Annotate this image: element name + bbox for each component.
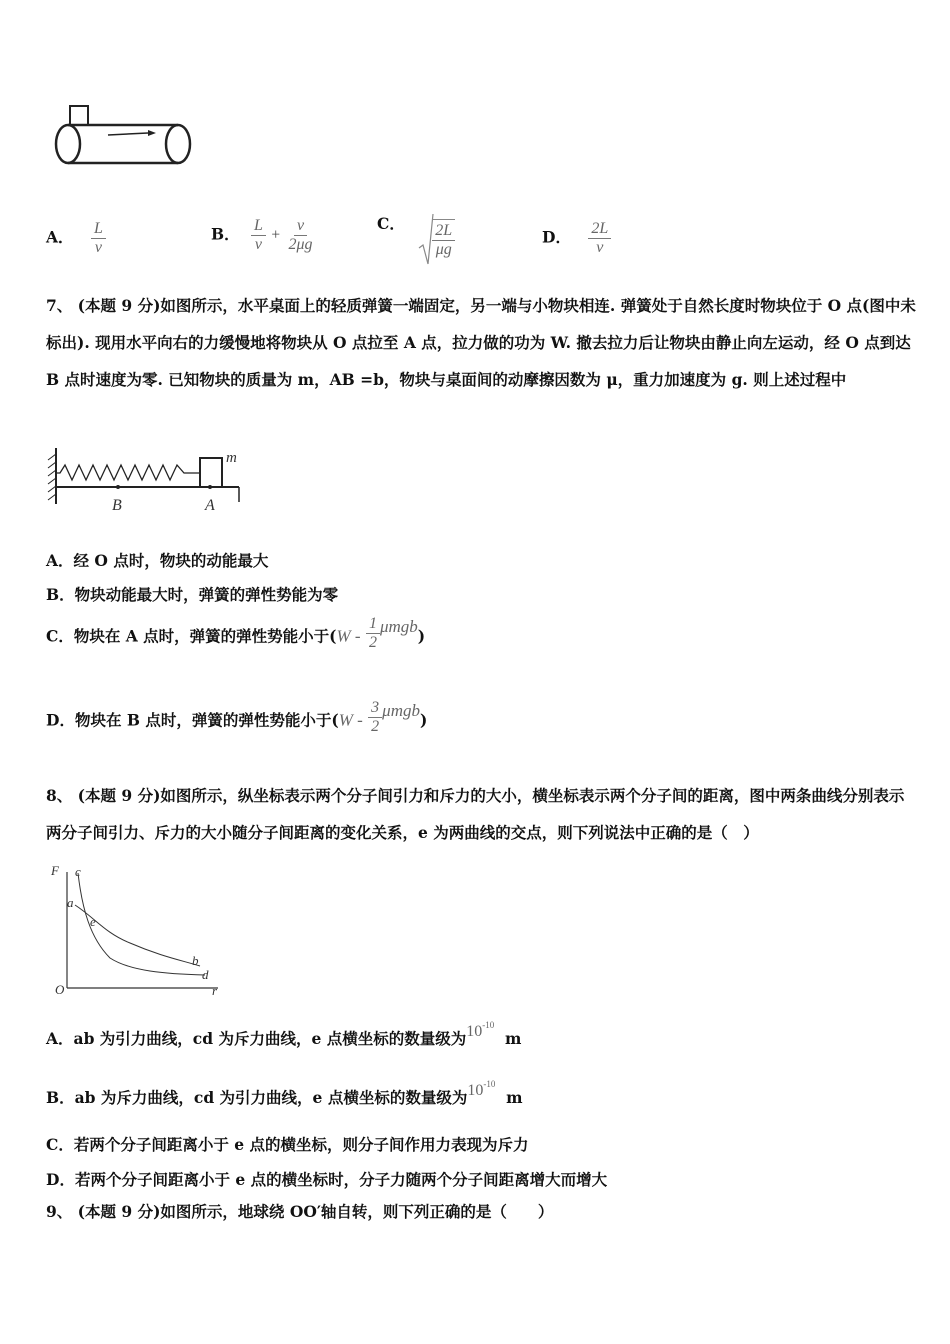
label-b: b (192, 953, 199, 968)
q8-stem: 8、 (本题 9 分)如图所示，纵坐标表示两个分子间引力和斥力的大小，横坐标表示两个分子间的距离，图中两条曲线分别表示两分子间引力、斥力的大小随分子间距离的变化关系，e 为两曲线的交点，则下列说法中正确的是（ ） (46, 786, 905, 842)
point-b (116, 485, 120, 489)
label-b: B (112, 497, 122, 514)
q6-option-c: C． $\frac{2L}{\mu g}$ (377, 212, 455, 266)
q7-option-c: C．物块在 A 点时，弹簧的弹性势能小于(W - $\frac{1}{2}$ μmgb) (46, 615, 426, 651)
label-o: O (55, 982, 65, 997)
fraction: $\frac{1}{2}$ (366, 615, 380, 652)
point-a (208, 485, 212, 489)
q9-stem: 9、 (本题 9 分)如图所示，地球绕 OO′轴自转，则下列正确的是（ ） (46, 1202, 554, 1221)
q6-option-a: A． $\frac{L}{v}$ (46, 220, 106, 257)
label-r: r (212, 983, 218, 998)
fraction: $\frac{2L}{v}$ (588, 220, 611, 257)
fraction: $\frac{3}{2}$ (368, 699, 382, 736)
q7-stem: 7、 (本题 9 分)如图所示，水平桌面上的轻质弹簧一端固定，另一端与小物块相连. 弹簧处于自然长度时物块位于 O 点(图中未标出). 现用水平向右的力缓慢地将物块从 O 点拉至 A 点，拉力做的功为 W. 撤去拉力后让物块由静止向左运动，经 O 点到达 B 点时速度为零. 已知物块的质量为 m，AB =b，物块与桌面间的动摩擦因数为 μ，重力加速度为 g. 则上述过程中 (46, 296, 916, 389)
curve-cd (78, 873, 205, 975)
label-e: e (90, 914, 96, 929)
label-d: d (202, 967, 209, 982)
q7-option-b: B．物块动能最大时，弹簧的弹性势能为零 (46, 585, 339, 604)
q6-option-b: B． $\frac{L}{v}$ + $\frac{v}{2\mu g}$ (211, 217, 316, 254)
cylinder-right-end (166, 125, 190, 163)
label-m: m (226, 450, 237, 466)
fraction: $\frac{2L}{\mu g}$ (432, 222, 455, 259)
velocity-arrow (108, 133, 148, 135)
block (70, 106, 88, 125)
conveyor-figure (48, 100, 198, 170)
q8-option-c: C．若两个分子间距离小于 e 点的横坐标，则分子间作用力表现为斥力 (46, 1135, 529, 1154)
q6-option-d: D． $\frac{2L}{v}$ (542, 220, 611, 257)
q8-option-a: A．ab 为引力曲线，cd 为斥力曲线，e 点横坐标的数量级为$10^{-10}$ m (46, 1020, 522, 1048)
q8-option-b: B．ab 为斥力曲线，cd 为引力曲线，e 点横坐标的数量级为$10^{-10}$ m (46, 1079, 523, 1107)
label-a: A (205, 497, 215, 514)
q7-option-d: D．物块在 B 点时，弹簧的弹性势能小于(W - $\frac{3}{2}$ μmgb) (46, 699, 428, 735)
label-c: c (75, 864, 81, 879)
fraction: $\frac{L}{v}$ (251, 217, 266, 254)
spring-figure (40, 444, 250, 516)
cylinder-left-end (56, 125, 80, 163)
fraction: $\frac{v}{2\mu g}$ (288, 217, 313, 253)
label-a: a (67, 895, 74, 910)
fraction: $\frac{L}{v}$ (91, 220, 106, 257)
molecular-force-graph (50, 858, 230, 1006)
block-m (200, 458, 222, 487)
label-f: F (51, 863, 59, 878)
q8-option-d: D．若两个分子间距离小于 e 点的横坐标时，分子力随两个分子间距离增大而增大 (46, 1170, 608, 1189)
q7-option-a: A．经 O 点时，物块的动能最大 (46, 551, 269, 570)
spring (56, 465, 200, 480)
